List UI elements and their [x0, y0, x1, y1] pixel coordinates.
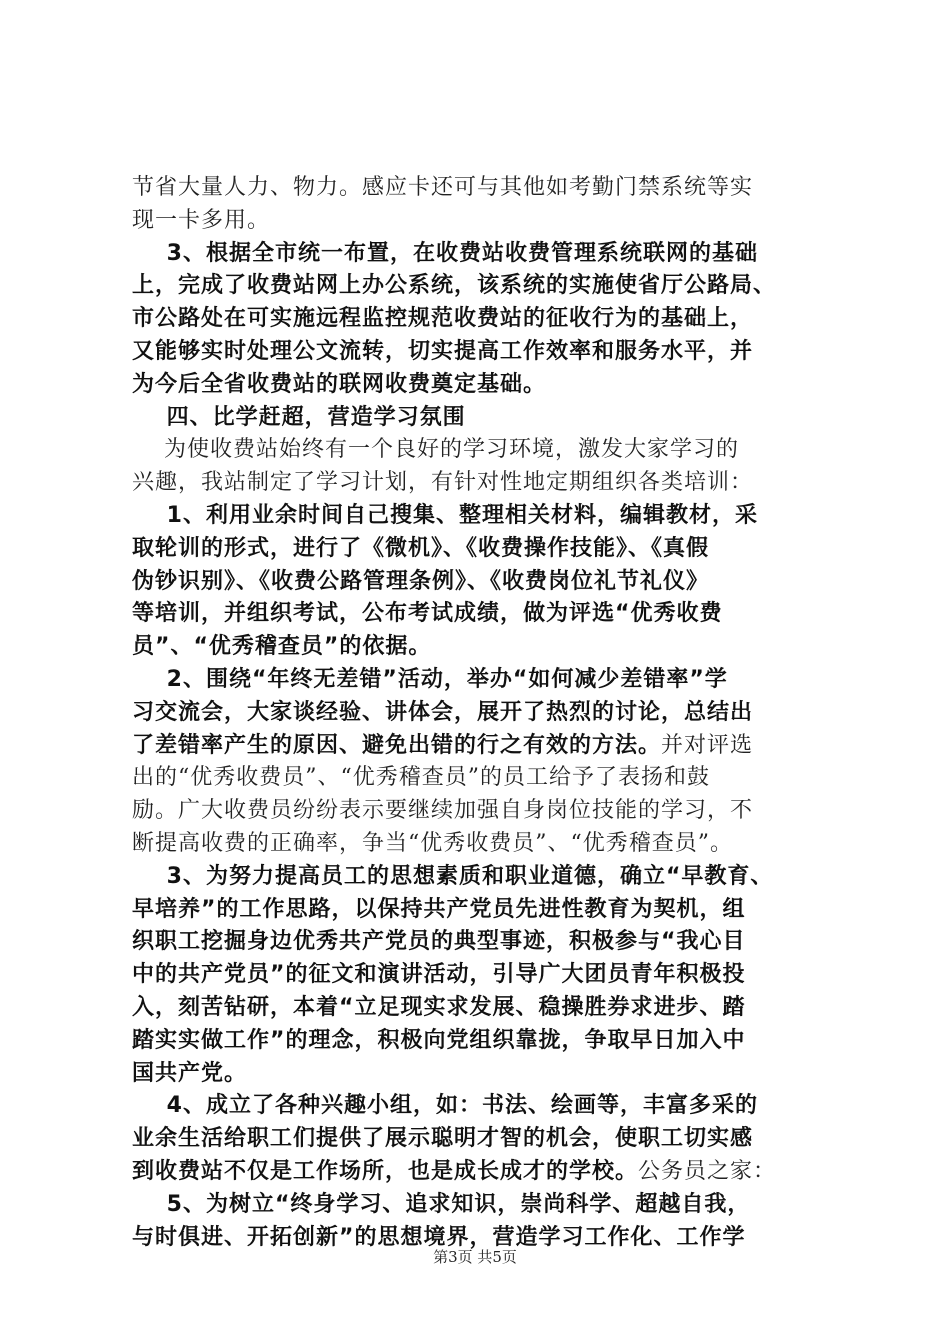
text-line: 3、为努力提高员工的思想素质和职业道德，确立“早教育、 — [132, 863, 774, 889]
text-line: 踏实实做工作”的理念，积极向党组织靠拢，争取早日加入中 — [132, 1027, 746, 1053]
text-line: 5、为树立“终身学习、追求知识，崇尚科学、超越自我， — [132, 1191, 751, 1217]
text-line: 市公路处在可实施远程监控规范收费站的征收行为的基础上， — [132, 306, 754, 332]
text-line: 为今后全省收费站的联网收费奠定基础。 — [132, 371, 547, 397]
text-line: 早培养”的工作思路，以保持共产党员先进性教育为契机，组 — [132, 896, 746, 922]
text-line: 与时俱进、开拓创新”的思想境界，营造学习工作化、工作学 — [132, 1224, 746, 1250]
text-line: 断提高收费的正确率，争当“优秀收费员”、“优秀稽查员”。 — [132, 830, 733, 856]
text-line: 等培训，并组织考试，公布考试成绩，做为评选“优秀收费 — [132, 601, 723, 627]
text-run: 了差错率产生的原因、避免出错的行之有效的方法。 — [132, 732, 662, 758]
text-line: 节省大量人力、物力。感应卡还可与其他如考勤门禁系统等实 — [132, 175, 754, 200]
text-line: 员”、“优秀稽查员”的依据。 — [132, 634, 432, 660]
text-line: 兴趣，我站制定了学习计划，有针对性地定期组织各类培训： — [132, 470, 754, 496]
text-line: 又能够实时处理公文流转，切实提高工作效率和服务水平，并 — [132, 338, 754, 364]
text-line: 3、根据全市统一布置，在收费站收费管理系统联网的基础 — [132, 240, 758, 266]
text-line: 励。广大收费员纷纷表示要继续加强自身岗位技能的学习，不 — [132, 798, 754, 824]
text-line: 业余生活给职工们提供了展示聪明才智的机会，使职工切实感 — [132, 1126, 754, 1152]
text-run: 并对评选 — [661, 732, 754, 758]
text-line: 为使收费站始终有一个良好的学习环境，激发大家学习的 — [132, 437, 739, 463]
body-text — [132, 172, 832, 1254]
text-line: 四、比学赶超，营造学习氛围 — [132, 404, 466, 430]
text-line — [132, 1156, 832, 1189]
text-line: 织职工挖掘身边优秀共产党员的典型事迹，积极参与“我心目 — [132, 929, 746, 955]
text-line: 取轮训的形式，进行了《微机》、《收费操作技能》、《真假 — [132, 535, 710, 561]
text-line: 国共产党。 — [132, 1060, 248, 1086]
page-footer: 第3页 共5页 — [433, 1248, 517, 1266]
text-run: 到收费站不仅是工作场所，也是成长成才的学校。 — [132, 1158, 639, 1184]
text-line: 现一卡多用。 — [132, 207, 271, 233]
text-line — [132, 730, 832, 763]
text-line: 习交流会，大家谈经验、讲体会，展开了热烈的讨论，总结出 — [132, 699, 754, 725]
text-line: 1、利用业余时间自己搜集、整理相关材料，编辑教材，采 — [132, 502, 758, 528]
text-line: 伪钞识别》、《收费公路管理条例》、《收费岗位礼节礼仪》 — [132, 568, 710, 594]
text-line: 4、成立了各种兴趣小组，如：书法、绘画等，丰富多采的 — [132, 1093, 758, 1119]
text-line: 中的共产党员”的征文和演讲活动，引导广大团员青年积极投 — [132, 962, 746, 988]
text-line: 出的“优秀收费员”、“优秀稽查员”的员工给予了表扬和鼓 — [132, 765, 710, 791]
text-line: 2、围绕“年终无差错”活动，举办“如何减少差错率”学 — [132, 666, 728, 692]
text-line: 入，刻苦钻研，本着“立足现实求发展、稳操胜券求进步、踏 — [132, 994, 746, 1020]
text-line: 上，完成了收费站网上办公系统，该系统的实施使省厅公路局、 — [132, 273, 777, 299]
text-run: 公务员之家： — [638, 1158, 777, 1184]
